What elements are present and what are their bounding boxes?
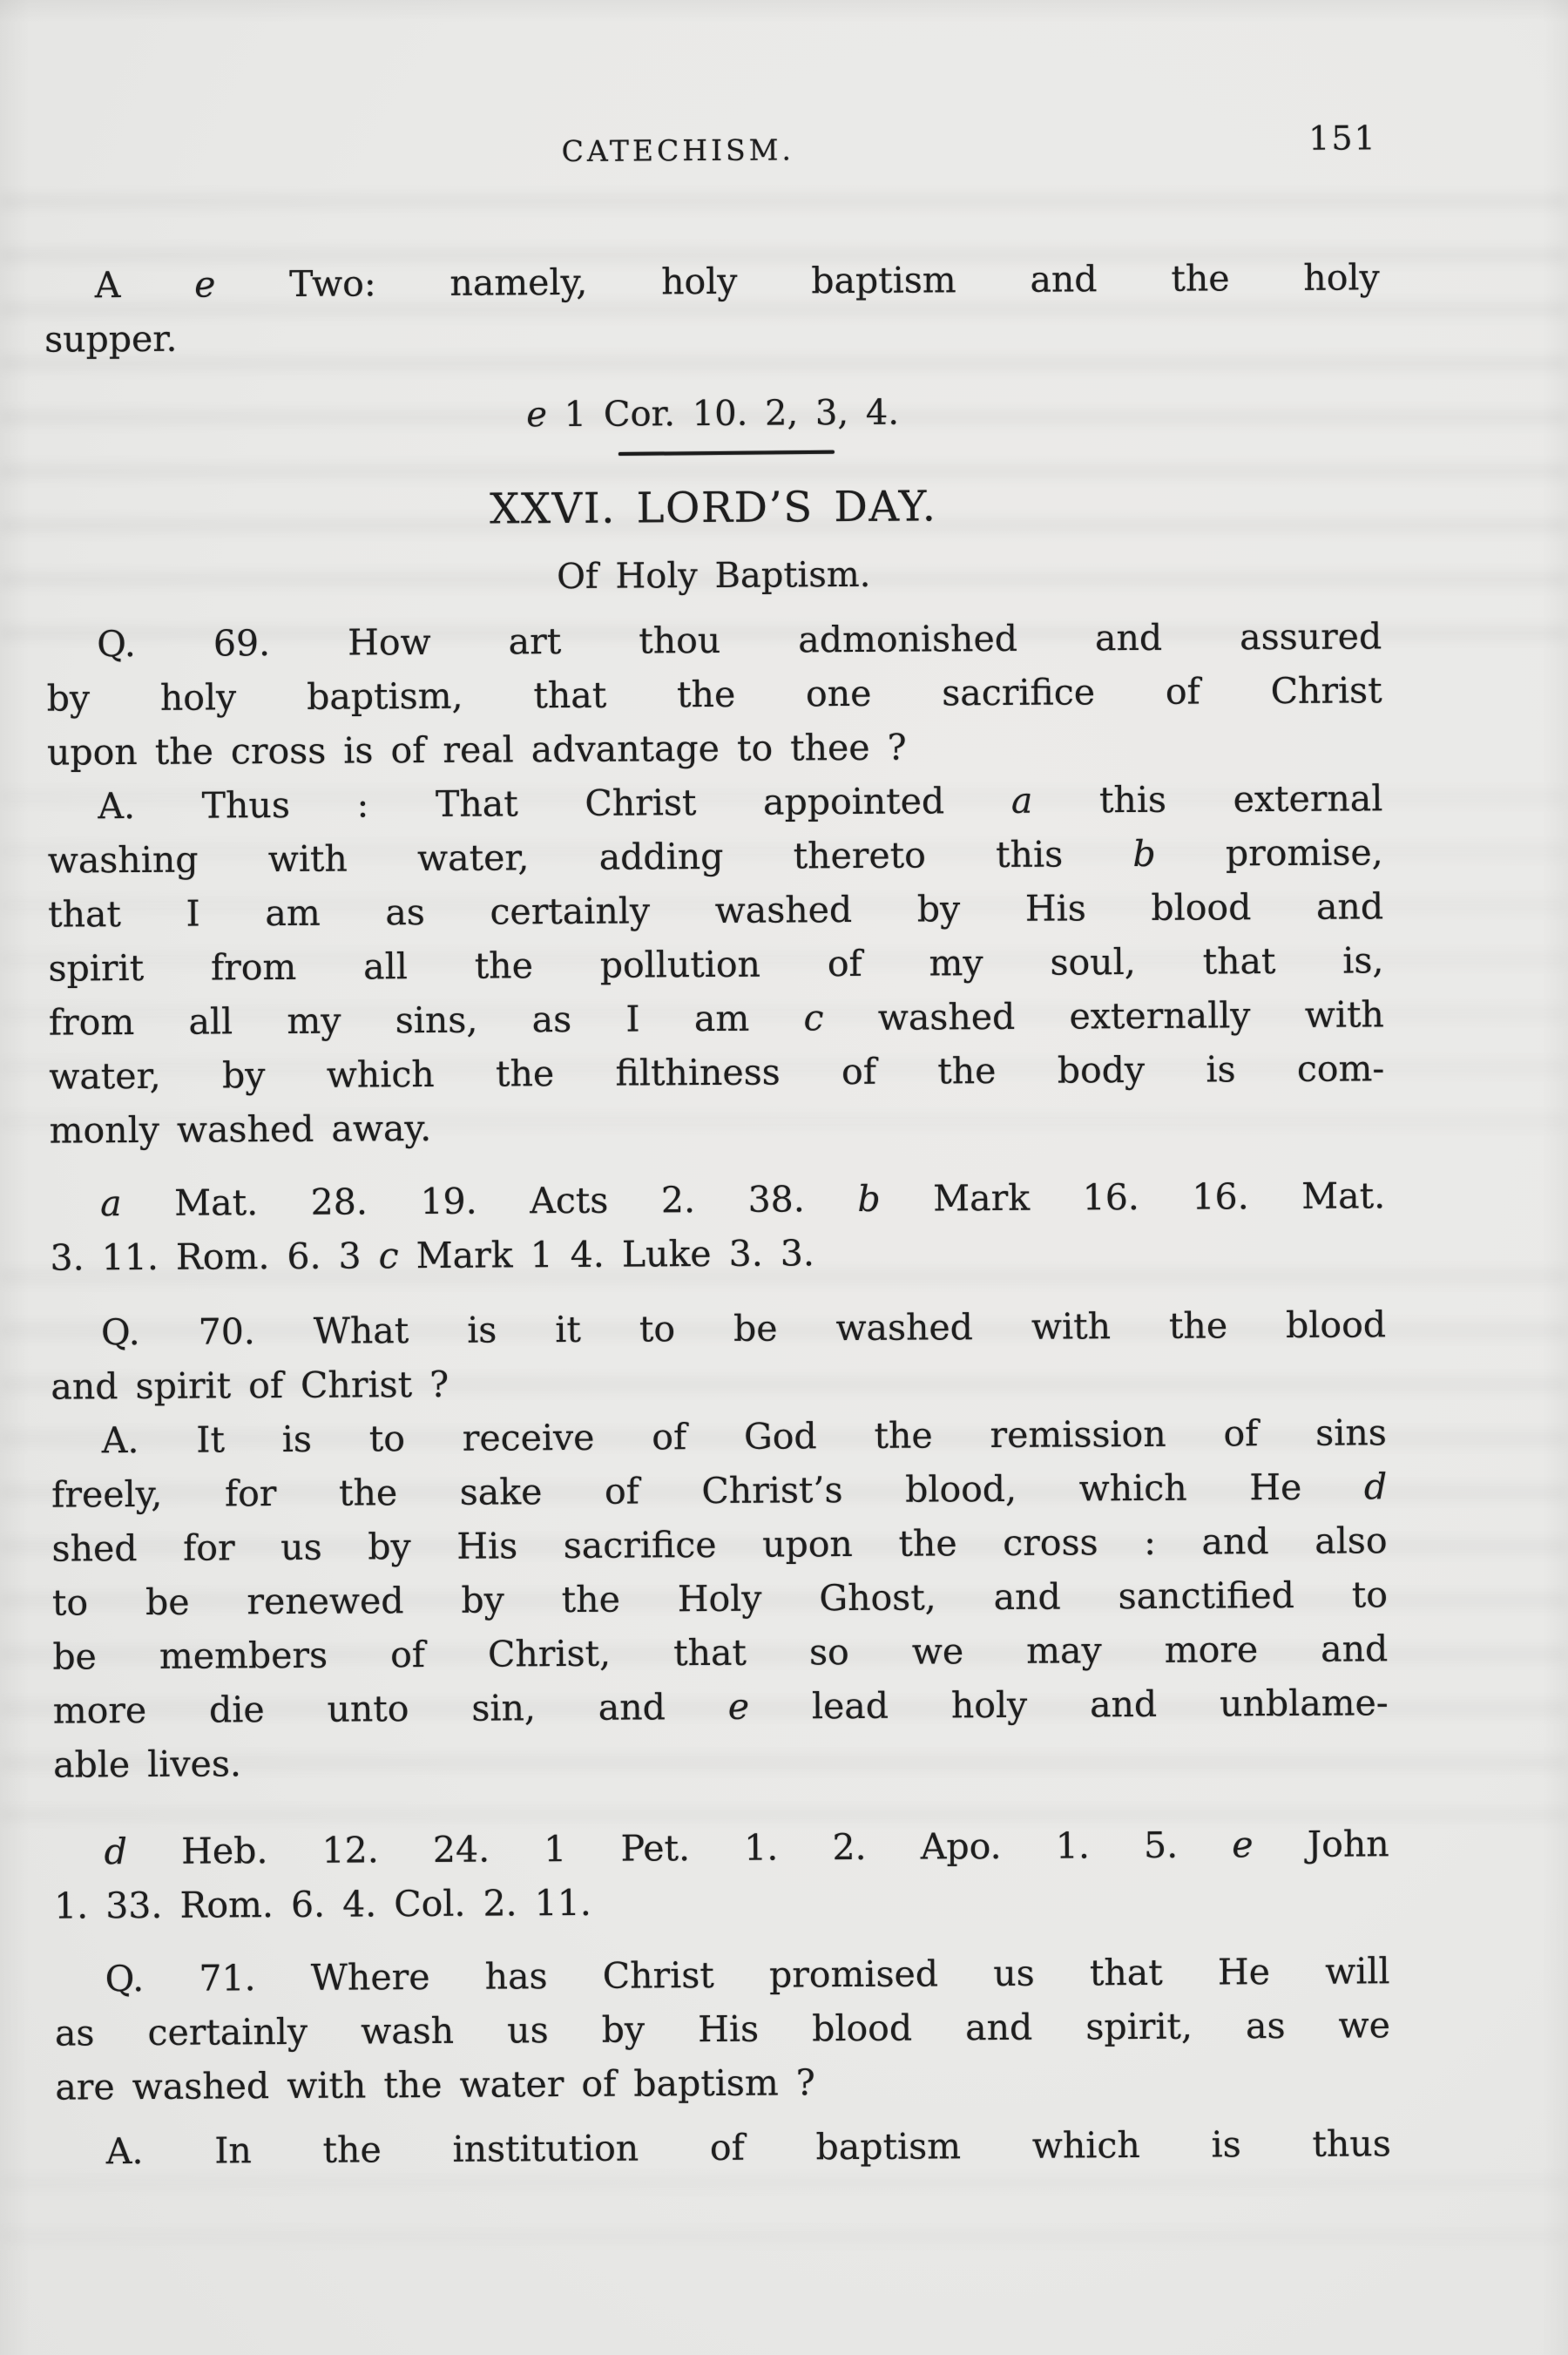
- text-line: upon the cross is of real advantage to thee ?: [46, 726, 907, 774]
- running-head-title: CATECHISM.: [561, 132, 795, 169]
- text-line: d Heb. 12. 24. 1 Pet. 1. 2. Apo. 1. 5. e John: [104, 1823, 1389, 1873]
- answer-71-paragraph: [56, 2116, 1391, 2178]
- scripture-refs-69-paragraph: [50, 1168, 1386, 1284]
- text-line: more die unto sin, and e lead holy and unblame-: [52, 1682, 1389, 1732]
- text-line: shed for us by His sacrifice upon the cross : and also: [51, 1519, 1388, 1570]
- text-column: [43, 0, 1391, 2179]
- scripture-ref-marker: b: [1132, 832, 1156, 876]
- scripture-ref-marker: e: [193, 263, 216, 306]
- scripture-ref-marker: d: [1363, 1465, 1388, 1508]
- text-line: 3. 11. Rom. 6. 3 c Mark 1 4. Luke 3. 3.: [50, 1232, 815, 1279]
- running-head-row: [44, 118, 1379, 178]
- text-line: supper.: [44, 317, 178, 361]
- scripture-ref-marker: b: [857, 1177, 881, 1220]
- question-71-paragraph: [54, 1944, 1390, 2114]
- answer-70-paragraph: [51, 1405, 1389, 1791]
- question-69-paragraph: [46, 609, 1382, 779]
- text-line: A. Thus : That Christ appointed a this external: [98, 777, 1383, 828]
- text-line: Q. 69. How art thou admonished and assured: [97, 615, 1382, 666]
- text-line: are washed with the water of baptism ?: [55, 2061, 815, 2108]
- text-line: to be renewed by the Holy Ghost, and sanctified to: [51, 1573, 1389, 1624]
- scripture-ref-centered: e 1 Cor. 10. 2, 3, 4.: [526, 392, 900, 436]
- text-line: and spirit of Christ ?: [51, 1363, 449, 1408]
- text-line: monly washed away.: [49, 1106, 432, 1152]
- scripture-ref-marker: c: [803, 997, 824, 1039]
- text-line: water, by which the filthiness of the body is com-: [49, 1047, 1385, 1098]
- section-subheading: Of Holy Baptism.: [557, 554, 871, 598]
- text-line: Q. 70. What is it to be washed with the blood: [100, 1303, 1387, 1354]
- text-line: A. In the institution of baptism which is thus: [105, 2122, 1391, 2173]
- text-line: that I am as certainly washed by His blood and: [48, 885, 1384, 936]
- scripture-ref-marker: c: [378, 1235, 399, 1277]
- text-line: able lives.: [52, 1743, 242, 1786]
- text-line: washing with water, adding thereto this b promise,: [47, 831, 1383, 882]
- question-70-paragraph: [51, 1297, 1387, 1413]
- text-line: A e Two: namely, holy baptism and the holy: [94, 256, 1380, 307]
- text-line: by holy baptism, that the one sacrifice of Christ: [46, 669, 1382, 720]
- text-line: freely, for the sake of Christ’s blood, which He d: [51, 1465, 1388, 1516]
- scripture-ref-marker: e: [526, 395, 548, 436]
- text-line: A. It is to receive of God the remission of sins: [101, 1411, 1387, 1462]
- text-line: 1. 33. Rom. 6. 4. Col. 2. 11.: [53, 1881, 592, 1927]
- answer-69-paragraph: [47, 771, 1385, 1157]
- closing-answer-paragraph: [44, 250, 1381, 366]
- scripture-ref-marker: e: [727, 1685, 750, 1728]
- text-line: spirit from all the pollution of my soul, that is,: [48, 939, 1384, 990]
- scripture-ref-marker: a: [100, 1182, 122, 1225]
- section-divider-rule: [618, 450, 834, 456]
- text-line: be members of Christ, that so we may more and: [52, 1628, 1389, 1678]
- text-line: from all my sins, as I am c washed externally with: [48, 993, 1385, 1044]
- scripture-ref-marker: a: [1010, 779, 1033, 822]
- scripture-ref-marker: e: [1232, 1824, 1254, 1866]
- scripture-ref-marker: d: [104, 1831, 128, 1873]
- page-text: [44, 250, 1391, 2178]
- text-line: as certainly wash us by His blood and spirit, as we: [54, 2004, 1391, 2054]
- page-number: 151: [1308, 118, 1377, 158]
- text-line: Q. 71. Where has Christ promised us that He will: [105, 1950, 1390, 2000]
- text-line: a Mat. 28. 19. Acts 2. 38. b Mark 16. 16. Mat.: [100, 1174, 1386, 1225]
- scripture-refs-70-paragraph: [54, 1817, 1390, 1932]
- section-heading: XXVI. LORD’S DAY.: [490, 482, 937, 534]
